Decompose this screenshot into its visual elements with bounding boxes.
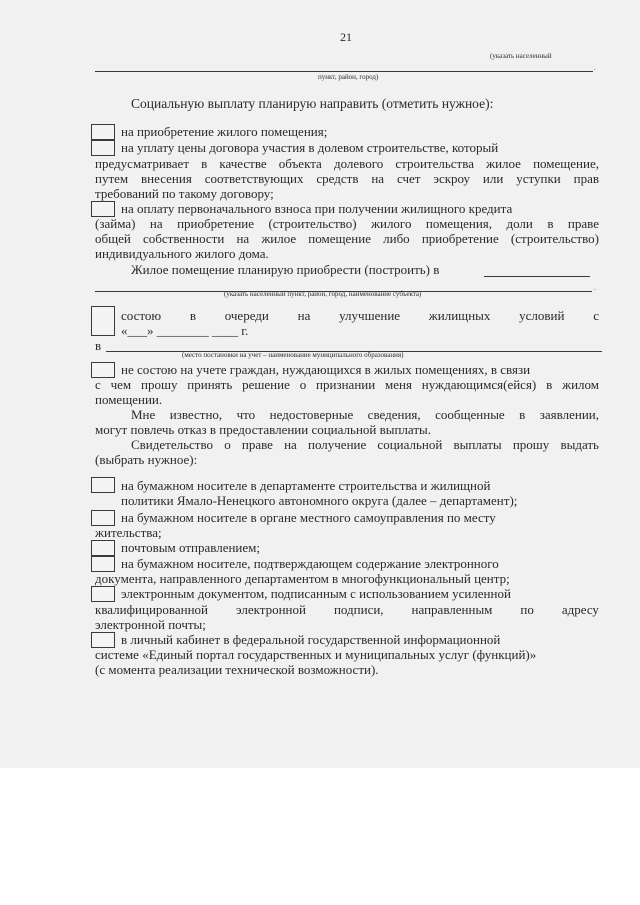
delivery-post: почтовым отправлением;: [121, 540, 261, 555]
housing-location-caption: (указать населенный пункт, район, город, наименование субъекта): [224, 290, 422, 298]
option-shared-construction-line3: путем внесения соответствующих средств на счет эскроу или уступки прав: [95, 171, 599, 186]
delivery-paper-department-line1: на бумажном носителе в департаменте строительства и жилищной: [121, 478, 491, 493]
not-in-queue-line3: помещении.: [95, 392, 163, 407]
option-initial-payment-line1: на оплату первоначального взноса при получении жилищного кредита: [121, 201, 513, 216]
checkbox-paper-department[interactable]: [91, 477, 115, 493]
checkbox-personal-account[interactable]: [91, 632, 115, 648]
option-purchase-housing: на приобретение жилого помещения;: [121, 124, 328, 139]
delivery-electronic-email-line2: [95, 602, 599, 618]
housing-location-label: Жилое помещение планирую приобрести (построить) в: [131, 262, 440, 277]
delivery-electronic-email-line1: электронным документом, подписанным с использованием усиленной: [121, 586, 511, 601]
checkbox-in-queue[interactable]: [91, 306, 115, 336]
delivery-word: электронной: [236, 602, 306, 617]
delivery-word: по: [520, 602, 534, 617]
queue-municipality-caption: (место постановки на учет – наименование муниципального образования): [182, 351, 404, 359]
not-in-queue-line2: с чем прошу принять решение о признании меня нуждающимся(ейся) в жилом: [95, 377, 599, 392]
queue-word: улучшение: [339, 308, 401, 323]
housing-location-input-line[interactable]: [484, 276, 590, 277]
checkbox-post[interactable]: [91, 540, 115, 556]
delivery-paper-department-line2: политики Ямало-Ненецкого автономного округа (далее – департамент);: [121, 493, 518, 508]
checkbox-paper-mfc[interactable]: [91, 556, 115, 572]
line-end-dot-2: .: [594, 284, 596, 292]
not-in-queue-line1: не состою на учете граждан, нуждающихся в жилых помещениях, в связи: [121, 362, 531, 377]
checkbox-purchase-housing[interactable]: [91, 124, 115, 140]
delivery-word: квалифицированной: [95, 602, 209, 617]
place-caption-bottom: пункт, район, город): [318, 73, 379, 81]
option-initial-payment-line4: индивидуального жилого дома.: [95, 246, 269, 261]
delivery-personal-account-line3: (с момента реализации технической возможности).: [95, 662, 379, 677]
option-shared-construction-line2: предусматривает в качестве объекта долевого строительства жилое помещение,: [95, 156, 599, 171]
page-number: 21: [340, 30, 352, 44]
option-initial-payment-line3: общей собственности на жилое помещение либо приобретение (строительство): [95, 231, 599, 246]
warning-line1: Мне известно, что недостоверные сведения, сообщенные в заявлении,: [131, 407, 599, 422]
checkbox-electronic-email[interactable]: [91, 586, 115, 602]
delivery-personal-account-line2: системе «Единый портал государственных и муниципальных услуг (функций)»: [95, 647, 537, 662]
delivery-electronic-email-line3: электронной почты;: [95, 617, 206, 632]
option-initial-payment-line2: (займа) на приобретение (строительство) жилого помещения, доли в праве: [95, 216, 599, 231]
delivery-word: направленным: [411, 602, 493, 617]
certificate-line2: (выбрать нужное):: [95, 452, 198, 467]
option-shared-construction-line1: на уплату цены договора участия в долевом строительстве, который: [121, 140, 499, 155]
delivery-paper-local-gov-line2: жительства;: [95, 525, 162, 540]
warning-line2: могут повлечь отказ в предоставлении социальной выплаты.: [95, 422, 432, 437]
place-caption-top: (указать населенный: [490, 52, 552, 60]
option-shared-construction-line4: требований по такому договору;: [95, 186, 274, 201]
queue-word: жилищных: [428, 308, 491, 323]
queue-word: очереди: [224, 308, 269, 323]
delivery-word: адресу: [561, 602, 599, 617]
checkbox-not-in-queue[interactable]: [91, 362, 115, 378]
queue-date-line[interactable]: «___» ________ ____ г.: [121, 323, 249, 338]
checkbox-paper-local-gov[interactable]: [91, 510, 115, 526]
delivery-personal-account-line1: в личный кабинет в федеральной государственной информационной: [121, 632, 501, 647]
queue-word: на: [297, 308, 311, 323]
delivery-paper-local-gov-line1: на бумажном носителе в органе местного самоуправления по месту: [121, 510, 496, 525]
queue-prefix-v: в: [95, 338, 102, 353]
checkbox-shared-construction[interactable]: [91, 140, 115, 156]
delivery-word: подписи,: [333, 602, 384, 617]
checkbox-initial-payment[interactable]: [91, 201, 115, 217]
queue-word: в: [189, 308, 196, 323]
certificate-line1: Свидетельство о праве на получение социальной выплаты прошу выдать: [131, 437, 599, 452]
queue-word: состою: [121, 308, 162, 323]
delivery-paper-mfc-line2: документа, направленного департаментом в многофункциональный центр;: [95, 571, 510, 586]
queue-word: условий: [519, 308, 565, 323]
place-input-line[interactable]: [95, 71, 593, 72]
delivery-paper-mfc-line1: на бумажном носителе, подтверждающем содержание электронного: [121, 556, 499, 571]
queue-word: с: [593, 308, 599, 323]
payment-heading: Социальную выплату планирую направить (отметить нужное):: [131, 96, 494, 111]
queue-statement-line: [121, 308, 599, 324]
line-end-dot: .: [594, 64, 596, 72]
